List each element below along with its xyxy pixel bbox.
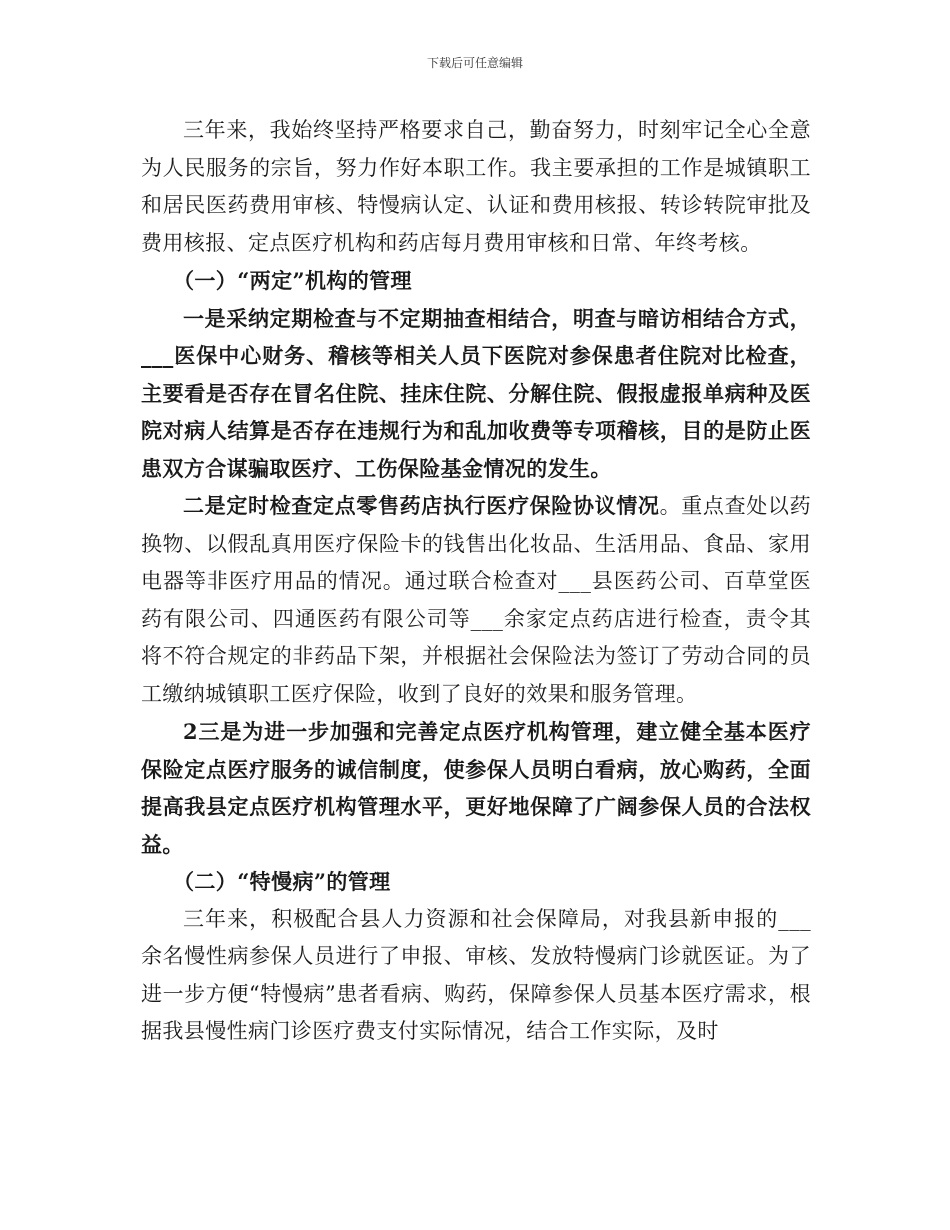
paragraph-chronic-disease: 三年来，积极配合县人力资源和社会保障局，对我县新申报的___余名慢性病参保人员进行了申报、审核、发放特慢病门诊就医证。为了进一步方便“特慢病”患者看病、购药，保障参保人员基本医疗需求，根据我县慢性病门诊医疗费支付实际情况，结合工作实际，及时 (141, 906, 811, 1043)
paragraph-item-2-lead: 二是定时检查定点零售药店执行医疗保险协议情况 (183, 493, 660, 518)
section-heading-1: （一）“两定”机构的管理 (173, 268, 412, 293)
paragraph-item-1: 一是采纳定期检查与不定期抽查相结合，明查与暗访相结合方式，___医保中心财务、稽核等相关人员下医院对参保患者住院对比检查，主要看是否存在冒名住院、挂床住院、分解住院、假报虚报单病种及医院对病人结算是否存在违规行为和乱加收费等专项稽核，目的是防止医患双方合谋骗取医疗、工伤保险基金情况的发生。 (141, 305, 811, 481)
paragraph-item-2-body: 。重点查处以药换物、以假乱真用医疗保险卡的钱售出化妆品、生活用品、食品、家用电器等非医疗用品的情况。通过联合检查对___县医药公司、百草堂医药有限公司、四通医药有限公司等___余家定点药店进行检查，责令其将不符合规定的非药品下架，并根据社会保险法为签订了劳动合同的员工缴纳城镇职工医疗保险，收到了良好的效果和服务管理。 (141, 494, 811, 706)
page-header: 下载后可任意编辑 (426, 56, 523, 70)
section-heading-2: （二）“特慢病”的管理 (173, 869, 391, 894)
paragraph-item-3: 2三是为进一步加强和完善定点医疗机构管理，建立健全基本医疗保险定点医疗服务的诚信制度，使参保人员明白看病，放心购药，全面提高我县定点医疗机构管理水平，更好地保障了广阔参保人员的合法权益。 (141, 719, 811, 857)
paragraph-intro: 三年来，我始终坚持严格要求自己，勤奋努力，时刻牢记全心全意为人民服务的宗旨，努力作好本职工作。我主要承担的工作是城镇职工和居民医药费用审核、特慢病认定、认证和费用核报、转诊转院审批及费用核报、定点医疗机构和药店每月费用审核和日常、年终考核。 (141, 118, 811, 255)
document-body (141, 112, 811, 1051)
paragraph-item-2 (141, 487, 811, 713)
